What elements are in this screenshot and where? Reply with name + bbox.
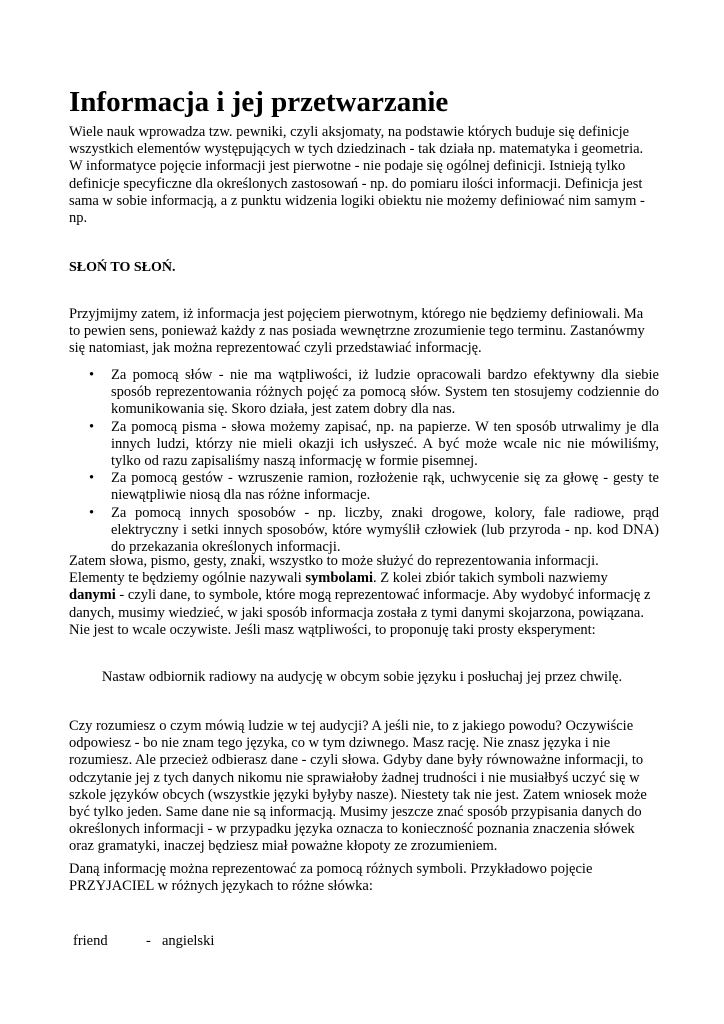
text-run: . Z kolei zbiór takich symboli nazwiemy bbox=[373, 570, 608, 587]
text-line bbox=[69, 587, 659, 604]
paragraph-representation bbox=[69, 306, 659, 358]
text-line: odczytanie jej z tych danych nikomu nie sprawiałoby żadnej trudności i nie musiałbyś uczyć się w bbox=[69, 769, 640, 786]
text-line: PRZYJACIEL w różnych językach to różne słówka: bbox=[69, 878, 373, 895]
text-line: np. bbox=[69, 210, 88, 227]
text-line: Daną informację można reprezentować za pomocą różnych symboli. Przykładowo pojęcie bbox=[69, 861, 593, 877]
text-run: Elementy te będziemy ogólnie nazywali bbox=[69, 570, 306, 587]
bold-term-symbolami: symbolami bbox=[305, 570, 374, 587]
list-item bbox=[69, 419, 659, 471]
translation-word: friend bbox=[73, 933, 108, 949]
paragraph-symbols bbox=[69, 553, 659, 639]
text-line: rozumiesz. Ale przecież odbierasz dane - czyli słowa. Gdyby dane były równoważne informacji, to bbox=[69, 752, 644, 769]
text-line: Czy rozumiesz o czym mówią ludzie w tej audycji? A jeśli nie, to z jakiego powodu? Oczywiście bbox=[69, 718, 634, 734]
text-line: Wiele nauk wprowadza tzw. pewniki, czyli aksjomaty, na podstawie których buduje się definicje bbox=[69, 124, 630, 140]
text-line: Nie jest to wcale oczywiste. Jeśli masz wątpliwości, to proponuję taki prosty eksperyment: bbox=[69, 621, 596, 638]
text-line: tylko od razu zapisaliśmy naszą informację w formie pisemnej. bbox=[111, 453, 478, 470]
text-line: sama w sobie informacją, a z punktu widzenia logiki obiektu nie możemy definiować nim samym - bbox=[69, 192, 645, 209]
text-line: Przyjmijmy zatem, iż informacja jest pojęciem pierwotnym, którego nie będziemy definiowali. Ma bbox=[69, 306, 644, 322]
methods-list bbox=[69, 367, 659, 556]
text-line: innych ludzi, którzy nie mieli okazji ich usłyszeć. A być może wcale nic nie mówiliśmy, bbox=[111, 435, 659, 452]
text-line: elektryczny i setki innych sposobów, które wymyślił człowiek (lub przyroda - np. kod DNA) bbox=[111, 521, 659, 538]
text-line: Za pomocą pisma - słowa możemy zapisać, np. na papierze. W ten sposób utrwalimy je dla bbox=[111, 418, 659, 435]
text-line: Za pomocą gestów - wzruszenie ramion, rozłożenie rąk, uchwycenie się za głowę - gesty te bbox=[111, 470, 659, 487]
translation-language: angielski bbox=[162, 933, 215, 949]
bold-term-danymi: danymi bbox=[69, 587, 116, 604]
text-line: oraz gramatyki, inaczej będziesz miał poważne kłopoty ze zrozumieniem. bbox=[69, 838, 498, 855]
text-run: - czyli dane, to symbole, które mogą reprezentować informacje. Aby wydobyć informację z bbox=[115, 587, 651, 604]
bullet-icon: • bbox=[89, 504, 95, 521]
bullet-icon: • bbox=[89, 367, 95, 383]
translation-dash: - bbox=[146, 933, 151, 949]
text-line: W informatyce pojęcie informacji jest pierwotne - nie podaje się ogólnej definicji. Istnieją tylko bbox=[69, 158, 626, 175]
bullet-icon: • bbox=[89, 470, 95, 487]
intro-paragraph bbox=[69, 124, 659, 227]
text-line: Zatem słowa, pismo, gesty, znaki, wszystko to może służyć do reprezentowania informacji. bbox=[69, 553, 599, 569]
text-line bbox=[69, 570, 659, 587]
bullet-icon: • bbox=[89, 418, 95, 435]
experiment-text: Nastaw odbiornik radiowy na audycję w obcym sobie języku i posłuchaj jej przez chwilę. bbox=[101, 669, 623, 685]
text-line: komunikowania się. Skoro działa, jest zatem dobry dla nas. bbox=[111, 401, 456, 418]
list-item bbox=[69, 367, 659, 419]
text-line: do przekazania określonych informacji. bbox=[111, 539, 341, 556]
section-heading: SŁOŃ TO SŁOŃ. bbox=[69, 260, 176, 275]
paragraph-radio bbox=[69, 718, 659, 856]
text-line: Za pomocą słów - nie ma wątpliwości, iż ludzie opracowali bardzo efektywny dla siebie bbox=[111, 367, 659, 383]
text-line: określonych informacji - w przypadku języka oznacza to konieczność poznania znaczenia słówek bbox=[69, 821, 635, 838]
text-line: Za pomocą innych sposobów - np. liczby, znaki drogowe, kolory, fale radiowe, prąd bbox=[111, 504, 659, 521]
text-line: odpowiesz - bo nie znam tego języka, co w tym dziwnego. Masz rację. Nie znasz języka i nie bbox=[69, 735, 611, 752]
list-item bbox=[69, 470, 659, 504]
paragraph-friend bbox=[69, 861, 659, 895]
text-line: być tylko jeden. Same dane nie są informacją. Musimy jeszcze znać sposób przypisania danych do bbox=[69, 804, 642, 821]
text-line: sposób reprezentowania różnych pojęć za pomocą słów. System ten stosujemy codziennie do bbox=[111, 384, 659, 401]
text-line: to pewien sens, ponieważ każdy z nas posiada wewnętrzne zrozumienie tego terminu. Zastanówmy bbox=[69, 323, 645, 340]
text-line: szkole języków obcych (wszystkie języki byłyby nasze). Niestety tak nie jest. Zatem wniosek może bbox=[69, 786, 647, 803]
list-item bbox=[69, 505, 659, 557]
text-line: wszystkich elementów występujących w tych dziedzinach - tak działa np. matematyka i geometria. bbox=[69, 141, 644, 158]
text-line: się natomiast, jak można reprezentować czyli przedstawiać informację. bbox=[69, 340, 482, 357]
text-line: niewątpliwie niosą dla nas różne informacje. bbox=[111, 487, 371, 504]
text-line: danych, musimy wiedzieć, w jaki sposób informacja została z tymi danymi skojarzona, powiązana. bbox=[69, 604, 644, 621]
page-title: Informacja i jej przetwarzanie bbox=[69, 86, 449, 118]
text-line: definicje specyficzne dla określonych zastosowań - np. do pomiaru ilości informacji. Definicja jest bbox=[69, 175, 643, 192]
